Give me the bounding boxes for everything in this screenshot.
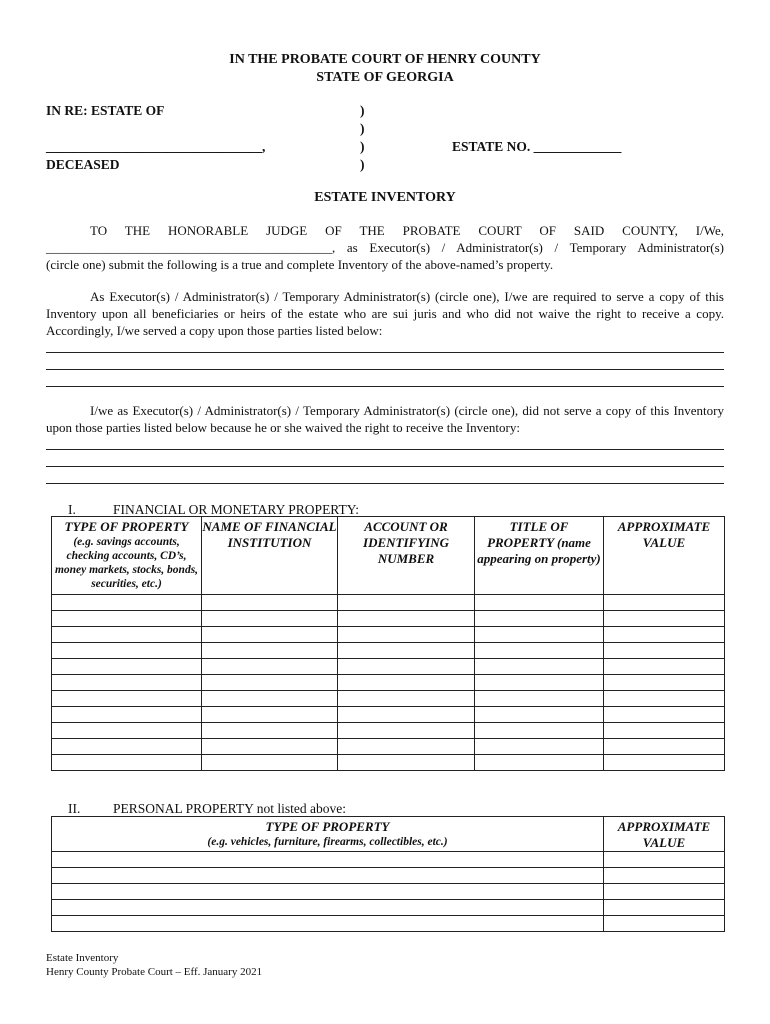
table-cell[interactable] xyxy=(52,691,202,707)
decedent-name-blank[interactable]: ________________________________, xyxy=(46,139,266,154)
table-cell[interactable] xyxy=(202,595,338,611)
state-heading: STATE OF GEORGIA xyxy=(316,70,454,85)
table-row xyxy=(52,852,725,868)
table-cell[interactable] xyxy=(338,739,475,755)
table-cell[interactable] xyxy=(52,611,202,627)
table-cell[interactable] xyxy=(338,675,475,691)
intro-line-2[interactable]: ____________________________________________, as Executor(s) / Administrator(s) / Temporary Administrator(s) xyxy=(46,240,724,255)
table-cell[interactable] xyxy=(202,739,338,755)
footer-form-name: Estate Inventory xyxy=(46,952,119,964)
table-cell[interactable] xyxy=(475,659,604,675)
table-cell[interactable] xyxy=(604,852,725,868)
table-cell[interactable] xyxy=(475,691,604,707)
table-row xyxy=(52,900,725,916)
table-cell[interactable] xyxy=(475,643,604,659)
table-cell[interactable] xyxy=(338,611,475,627)
table-cell[interactable] xyxy=(202,611,338,627)
table-row xyxy=(52,755,725,771)
table-cell[interactable] xyxy=(202,659,338,675)
form-title: ESTATE INVENTORY xyxy=(314,190,456,205)
served-party-line[interactable] xyxy=(46,386,724,387)
column-header-value: APPROXIMATE VALUE xyxy=(604,817,725,852)
intro-line-1: TO THE HONORABLE JUDGE OF THE PROBATE COURT OF SAID COUNTY, I/We, xyxy=(90,223,724,238)
column-header-value: APPROXIMATE VALUE xyxy=(604,517,725,595)
table-cell[interactable] xyxy=(52,916,604,932)
footer-court-effective: Henry County Probate Court – Eff. January 2021 xyxy=(46,966,263,978)
section-2-number: II. xyxy=(68,801,81,816)
waived-party-line[interactable] xyxy=(46,483,724,484)
caption-paren: ) xyxy=(360,103,365,118)
table-row xyxy=(52,659,725,675)
table-cell[interactable] xyxy=(475,707,604,723)
table-cell[interactable] xyxy=(338,707,475,723)
table-cell[interactable] xyxy=(52,739,202,755)
caption-paren: ) xyxy=(360,157,365,172)
table-header-row xyxy=(52,817,725,852)
table-cell[interactable] xyxy=(52,723,202,739)
table-cell[interactable] xyxy=(475,755,604,771)
table-cell[interactable] xyxy=(52,659,202,675)
table-cell[interactable] xyxy=(604,884,725,900)
table-row xyxy=(52,739,725,755)
table-row xyxy=(52,916,725,932)
table-cell[interactable] xyxy=(202,627,338,643)
table-cell[interactable] xyxy=(338,723,475,739)
table-cell[interactable] xyxy=(604,675,725,691)
table-row xyxy=(52,707,725,723)
deceased-label: DECEASED xyxy=(46,157,120,172)
table-cell[interactable] xyxy=(52,643,202,659)
table-row xyxy=(52,723,725,739)
section-1-heading: FINANCIAL OR MONETARY PROPERTY: xyxy=(113,502,360,517)
table-cell[interactable] xyxy=(475,739,604,755)
table-cell[interactable] xyxy=(202,707,338,723)
table-cell[interactable] xyxy=(475,723,604,739)
table-cell[interactable] xyxy=(604,900,725,916)
table-cell[interactable] xyxy=(475,595,604,611)
waived-party-line[interactable] xyxy=(46,449,724,450)
table-cell[interactable] xyxy=(604,643,725,659)
table-cell[interactable] xyxy=(202,643,338,659)
not-served-paragraph: I/we as Executor(s) / Administrator(s) / Temporary Administrator(s) (circle one), did not serve a copy of this Inventory upon those parties listed below because he or she waived the right to receive the Inventory: xyxy=(46,403,724,435)
table-cell[interactable] xyxy=(202,675,338,691)
table-row xyxy=(52,868,725,884)
table-cell[interactable] xyxy=(52,595,202,611)
table-cell[interactable] xyxy=(475,627,604,643)
table-cell[interactable] xyxy=(604,627,725,643)
table-header-row xyxy=(52,517,725,595)
table-cell[interactable] xyxy=(202,755,338,771)
waived-party-line[interactable] xyxy=(46,466,724,467)
table-cell[interactable] xyxy=(338,643,475,659)
served-party-line[interactable] xyxy=(46,369,724,370)
table-cell[interactable] xyxy=(52,675,202,691)
table-cell[interactable] xyxy=(604,595,725,611)
table-cell[interactable] xyxy=(52,627,202,643)
served-paragraph: As Executor(s) / Administrator(s) / Temporary Administrator(s) (circle one), I/we are required to serve a copy of this Inventory upon all beneficiaries or heirs of the estate who are sui juris and who did not waive the right to receive a copy. Accordingly, I/we served a copy upon those parties listed below: xyxy=(46,289,724,338)
served-party-line[interactable] xyxy=(46,352,724,353)
table-cell[interactable] xyxy=(338,595,475,611)
section-1-number: I. xyxy=(68,502,76,517)
table-row xyxy=(52,675,725,691)
table-cell[interactable] xyxy=(52,707,202,723)
table-row xyxy=(52,595,725,611)
caption-paren: ) xyxy=(360,139,365,154)
estate-number-field[interactable]: ESTATE NO. _____________ xyxy=(452,139,622,154)
table-cell[interactable] xyxy=(338,691,475,707)
table-row xyxy=(52,627,725,643)
table-cell[interactable] xyxy=(338,659,475,675)
intro-line-3: (circle one) submit the following is a true and complete Inventory of the above-named’s property. xyxy=(46,257,554,272)
table-cell[interactable] xyxy=(52,900,604,916)
table-cell[interactable] xyxy=(52,884,604,900)
column-header-type: TYPE OF PROPERTY (e.g. vehicles, furniture, firearms, collectibles, etc.) xyxy=(52,817,604,852)
table-cell[interactable] xyxy=(52,868,604,884)
column-header-account: ACCOUNT OR IDENTIFYING NUMBER xyxy=(338,517,475,595)
table-cell[interactable] xyxy=(338,627,475,643)
table-cell[interactable] xyxy=(604,691,725,707)
table-cell[interactable] xyxy=(202,691,338,707)
table-cell[interactable] xyxy=(604,868,725,884)
column-header-title: TITLE OF PROPERTY (name appearing on property) xyxy=(475,517,604,595)
column-header-institution: NAME OF FINANCIAL INSTITUTION xyxy=(202,517,338,595)
table-cell[interactable] xyxy=(604,707,725,723)
table-row xyxy=(52,643,725,659)
table-cell[interactable] xyxy=(604,659,725,675)
personal-property-table xyxy=(51,816,725,932)
financial-property-table xyxy=(51,516,725,771)
court-heading: IN THE PROBATE COURT OF HENRY COUNTY xyxy=(229,52,541,67)
table-cell[interactable] xyxy=(604,723,725,739)
caption-paren: ) xyxy=(360,121,365,136)
table-cell[interactable] xyxy=(475,675,604,691)
table-cell[interactable] xyxy=(475,611,604,627)
table-row xyxy=(52,884,725,900)
table-cell[interactable] xyxy=(202,723,338,739)
section-2-heading: PERSONAL PROPERTY not listed above: xyxy=(113,801,346,816)
table-row xyxy=(52,611,725,627)
column-header-type: TYPE OF PROPERTY (e.g. savings accounts, checking accounts, CD’s, money markets, stocks, bonds, securities, etc.) xyxy=(52,517,202,595)
table-row xyxy=(52,691,725,707)
table-cell[interactable] xyxy=(338,755,475,771)
in-re-label: IN RE: ESTATE OF xyxy=(46,103,165,118)
table-cell[interactable] xyxy=(604,611,725,627)
table-cell[interactable] xyxy=(604,739,725,755)
table-cell[interactable] xyxy=(604,755,725,771)
table-cell[interactable] xyxy=(52,755,202,771)
table-cell[interactable] xyxy=(604,916,725,932)
table-cell[interactable] xyxy=(52,852,604,868)
